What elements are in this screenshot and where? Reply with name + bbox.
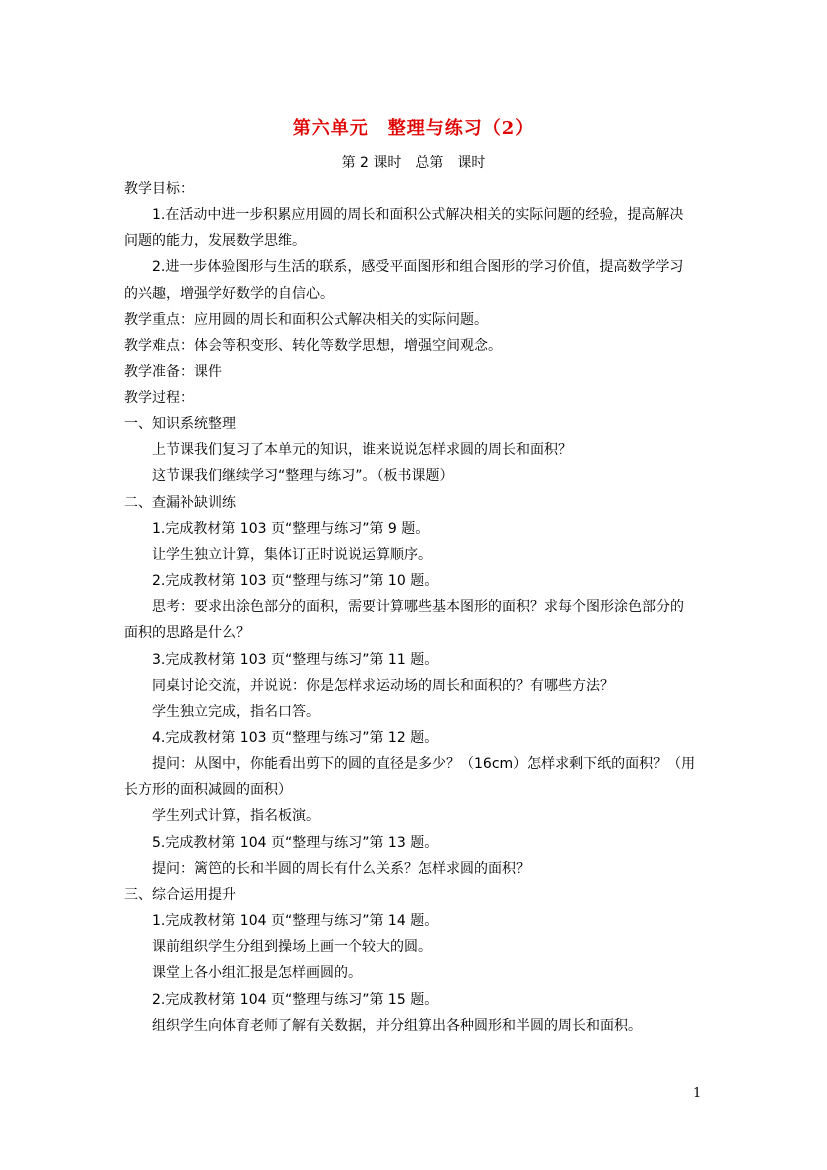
text-line: 2.进一步体验图形与生活的联系，感受平面图形和组合图形的学习价值，提高数学学习 xyxy=(152,259,684,275)
text-line: 课前组织学生分组到操场上画一个较大的圆。 xyxy=(152,939,432,955)
section-heading: 一、知识系统整理 xyxy=(124,416,236,432)
text-line: 2.完成教材第 104 页“整理与练习”第 15 题。 xyxy=(152,992,439,1008)
text-line: 1.在活动中进一步积累应用圆的周长和面积公式解决相关的实际问题的经验，提高解决 xyxy=(152,207,684,223)
text-line: 让学生独立计算，集体订正时说说运算顺序。 xyxy=(152,547,432,563)
text-line: 教学过程： xyxy=(124,390,194,406)
section-heading: 三、综合运用提升 xyxy=(124,887,236,903)
text-line: 问题的能力，发展数学思维。 xyxy=(124,233,306,249)
page-number: 1 xyxy=(693,1086,702,1101)
section-heading: 二、查漏补缺训练 xyxy=(124,495,236,511)
text-line: 思考：要求出涂色部分的面积，需要计算哪些基本图形的面积？求每个图形涂色部分的 xyxy=(152,599,684,615)
text-line: 教学难点：体会等积变形、转化等数学思想，增强空间观念。 xyxy=(124,338,502,354)
text-line: 3.完成教材第 103 页“整理与练习”第 11 题。 xyxy=(152,652,439,668)
text-line: 长方形的面积减圆的面积） xyxy=(124,782,292,798)
text-line: 学生列式计算，指名板演。 xyxy=(152,808,320,824)
text-line: 4.完成教材第 103 页“整理与练习”第 12 题。 xyxy=(152,730,439,746)
text-line: 面积的思路是什么？ xyxy=(124,625,250,641)
text-line: 1.完成教材第 104 页“整理与练习”第 14 题。 xyxy=(152,913,439,929)
text-line: 教学重点：应用圆的周长和面积公式解决相关的实际问题。 xyxy=(124,312,488,328)
text-line: 教学目标： xyxy=(124,181,194,197)
text-line: 提问：从图中，你能看出剪下的圆的直径是多少？（16cm）怎样求剩下纸的面积？（用 xyxy=(152,756,696,772)
text-line: 1.完成教材第 103 页“整理与练习”第 9 题。 xyxy=(152,521,430,537)
text-line: 5.完成教材第 104 页“整理与练习”第 13 题。 xyxy=(152,835,439,851)
text-line: 学生独立完成，指名口答。 xyxy=(152,704,320,720)
text-line: 课堂上各小组汇报是怎样画圆的。 xyxy=(152,965,362,981)
text-line: 2.完成教材第 103 页“整理与练习”第 10 题。 xyxy=(152,573,439,589)
text-line: 上节课我们复习了本单元的知识，谁来说说怎样求圆的周长和面积？ xyxy=(152,442,572,458)
text-line: 这节课我们继续学习“整理与练习”。（板书课题） xyxy=(152,468,454,484)
text-line: 教学准备：课件 xyxy=(124,364,222,380)
text-line: 组织学生向体育老师了解有关数据，并分组算出各种圆形和半圆的周长和面积。 xyxy=(152,1018,642,1034)
text-line: 同桌讨论交流，并说说：你是怎样求运动场的周长和面积的？有哪些方法？ xyxy=(152,678,614,694)
lesson-subtitle: 第 2 课时 总第 课时 xyxy=(341,155,486,171)
text-line: 的兴趣，增强学好数学的自信心。 xyxy=(124,286,334,302)
document-title: 第六单元 整理与练习（2） xyxy=(292,118,535,139)
text-line: 提问：篱笆的长和半圆的周长有什么关系？怎样求圆的面积？ xyxy=(152,861,530,877)
